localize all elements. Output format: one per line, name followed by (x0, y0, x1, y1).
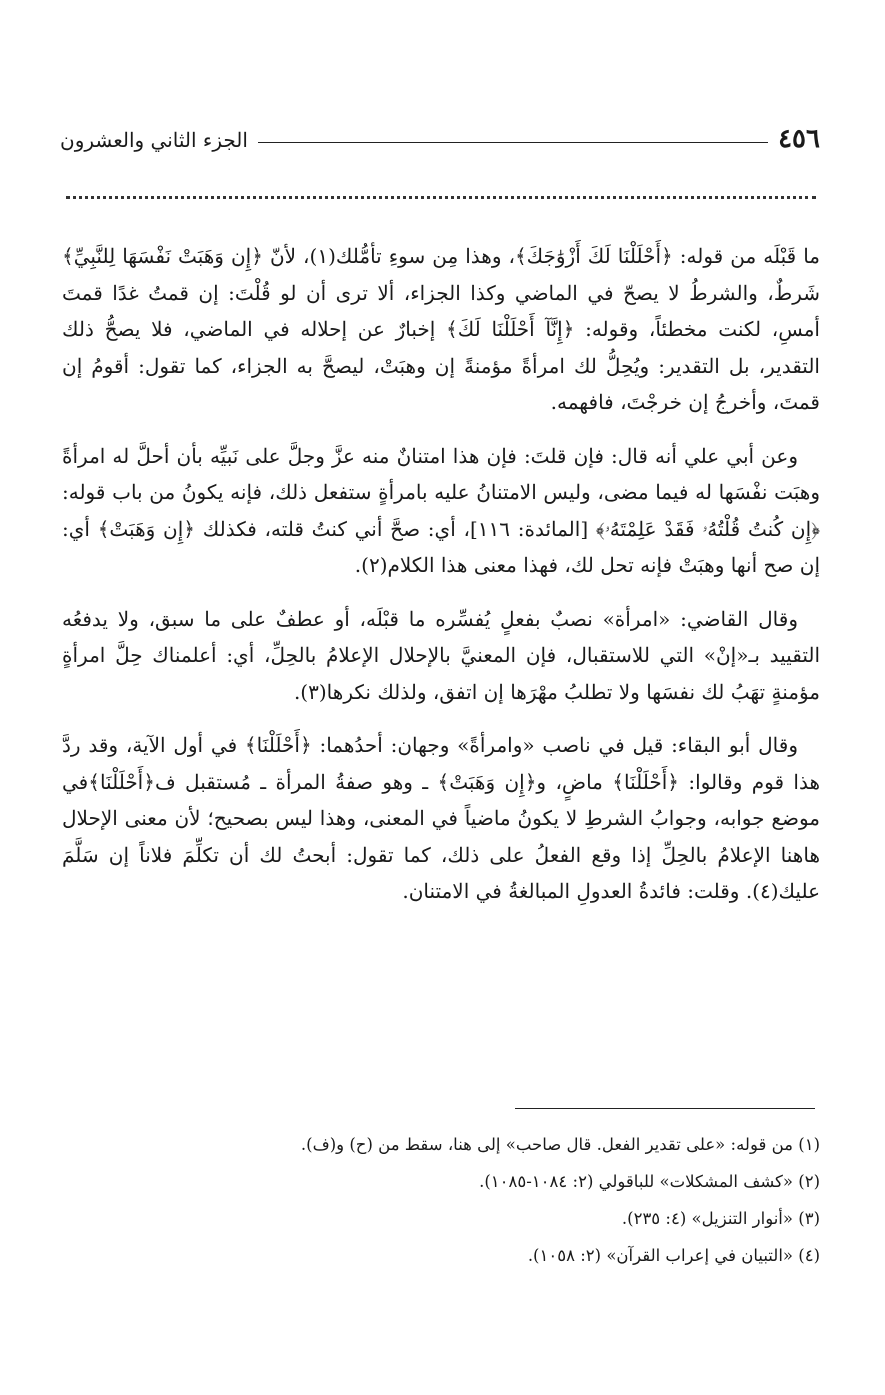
footnote-rule (515, 1108, 815, 1109)
paragraph: ما قَبْلَه من قوله: ﴿أَحْلَلْنَا لَكَ أَزْوَٰجَكَ﴾، وهذا مِن سوءِ تأمُّلك(١)، لأنّ ﴿إِن وَهَبَتْ نَفْسَهَا لِلنَّبِيِّ﴾ شَرطٌ، والشرطُ لا يصحّ في الماضي وكذا الجزاء، ألا ترى أن لو قُلْتَ: إن قمتُ غدًا قمتَ أمسِ، لكنت مخطئاً، وقوله: ﴿إِنَّآ أَحْلَلْنَا لَكَ﴾ إخبارٌ عن إحلاله في الماضي، فلا يصحُّ ذلك التقدير، بل التقدير: ويُحِلُّ لك امرأةً مؤمنةً إن وهبَتْ، ليصحَّ به الجزاء، كما تقول: أقومُ إن قمتَ، وأخرجُ إن خرجْتَ، فافهمه. (62, 244, 820, 414)
footnote-3: (٣) «أنوار التنزيل» (٤: ٢٣٥). (621, 1209, 820, 1228)
running-title: الجزء الثاني والعشرون (60, 128, 248, 152)
footnote-2: (٢) «كشف المشكلات» للباقولي (٢: ١٠٨٤-١٠٨٥). (479, 1172, 820, 1191)
paragraph: وقال القاضي: «امرأة» نصبٌ بفعلٍ يُفسِّره ما قبْلَه، أو عطفٌ على ما سبق، ولا يدفعُه التقييد بـ«إنْ» التي للاستقبال، فإن المعنيَّ بالإحلال الإعلامُ بالحِلِّ، أي: أعلمناك حِلَّ امرأةٍ مؤمنةٍ تهَبُ لك نفسَها ولا تطلبُ مهْرَها إن اتفق، ولذلك نكرها(٣). (62, 606, 820, 704)
page-header (60, 112, 820, 152)
header-rule (258, 142, 768, 143)
footnote-1: (١) من قوله: «على تقدير الفعل. قال صاحب» إلى هنا، سقط من (ح) و(ف). (300, 1135, 820, 1154)
page-number: ٤٥٦ (778, 124, 820, 154)
footnotes (62, 1126, 820, 1274)
paragraph: وقال أبو البقاء: قيل في ناصب «وامرأةً» وجهان: أحدُهما: ﴿أَحْلَلْنَا﴾ في أول الآية، وقد ردَّ هذا قوم وقالوا: ﴿أَحْلَلْنَا﴾ ماضٍ، و﴿إِن وَهَبَتْ﴾ ـ وهو صفةُ المرأة ـ مُستقبل ف﴿أَحْلَلْنَا﴾في موضع جوابه، وجوابُ الشرطِ لا يكونُ ماضياً في المعنى، وهذا ليس بصحيح؛ لأن معنى الإحلال هاهنا الإعلامُ بالحِلِّ إذا وقع الفعلُ على ذلك، كما تقول: أبحتُ لك أن تكلِّمَ فلاناً إن سَلَّمَ عليك(٤). وقلت: فائدةُ العدولِ المبالغةُ في الامتنان. (62, 733, 820, 903)
dotted-separator (66, 196, 816, 199)
footnote-4: (٤) «التبيان في إعراب القرآن» (٢: ١٠٥٨). (527, 1246, 820, 1265)
paragraph: وعن أبي علي أنه قال: فإن قلتَ: فإن هذا امتنانٌ منه عزَّ وجلَّ على نَبيِّه بأن أحلَّ له امرأةً وهبَت نفْسَها له فيما مضى، وليس الامتنانُ عليه بامرأةٍ ستفعل ذلك، فإنه يكونُ من باب قوله: ﴿إِن كُنتُ قُلْتُهُۥ فَقَدْ عَلِمْتَهُۥ﴾ [المائدة: ١١٦]، أي: صحَّ أني كنتُ قلته، فكذلك ﴿إِن وَهَبَتْ﴾ أي: إن صح أنها وهبَتْ فإنه تحل لك، فهذا معنى هذا الكلام(٢). (62, 443, 821, 577)
main-text (62, 238, 820, 927)
